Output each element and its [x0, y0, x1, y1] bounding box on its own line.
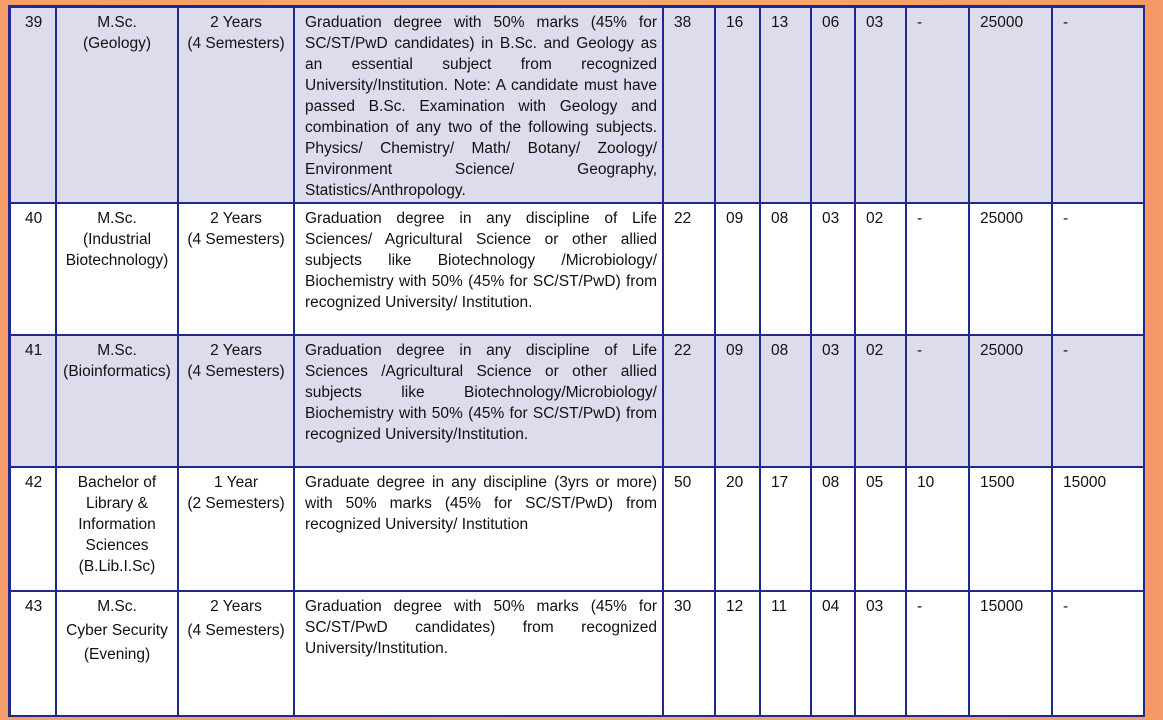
seat-count-cell: 16 [715, 7, 760, 203]
fee-cell: 1500 [969, 467, 1052, 591]
seat-count-cell: 05 [855, 467, 906, 591]
sno-cell: 40 [10, 203, 56, 335]
sno-cell: 39 [10, 7, 56, 203]
seat-count-cell: 03 [811, 335, 855, 467]
seat-count-cell: 02 [855, 203, 906, 335]
duration-cell [178, 467, 294, 591]
course-line: (Geology) [82, 35, 152, 52]
course-line: Library & [85, 495, 149, 512]
duration-line: 2 Years [210, 598, 262, 615]
seat-count-cell: 10 [906, 467, 969, 591]
seat-count-cell: 06 [811, 7, 855, 203]
seat-count-cell: 08 [760, 335, 811, 467]
fee2-cell: - [1052, 7, 1145, 203]
duration-cell [178, 203, 294, 335]
course-line: Cyber Security [66, 622, 168, 639]
course-line: (Evening) [83, 646, 151, 663]
course-cell [56, 7, 178, 203]
duration-line: 2 Years [210, 14, 262, 31]
table-row [10, 467, 1145, 591]
seat-count-cell: - [906, 335, 969, 467]
seat-count-cell: 08 [811, 467, 855, 591]
duration-line: (4 Semesters) [187, 622, 285, 639]
table-row [10, 335, 1145, 467]
seat-count-cell: - [906, 591, 969, 717]
fee2-cell: - [1052, 591, 1145, 717]
duration-cell [178, 591, 294, 717]
course-line: (Industrial [82, 231, 152, 248]
seat-count-cell: - [906, 7, 969, 203]
seat-count-cell: 22 [663, 203, 715, 335]
seat-count-cell: 20 [715, 467, 760, 591]
eligibility-cell: Graduation degree with 50% marks (45% for SC/ST/PwD candidates) from recognized University/Institution. [294, 591, 663, 717]
table-row [10, 203, 1145, 335]
seat-count-cell: 11 [760, 591, 811, 717]
course-line: Bachelor of [77, 474, 157, 491]
seat-count-cell: 02 [855, 335, 906, 467]
duration-line: 1 Year [214, 474, 258, 491]
seat-count-cell: 03 [855, 7, 906, 203]
course-table-sheet [8, 5, 1145, 717]
seat-count-cell: - [906, 203, 969, 335]
course-line: M.Sc. [97, 14, 137, 31]
seat-count-cell: 50 [663, 467, 715, 591]
duration-line: 2 Years [210, 342, 262, 359]
duration-line: (2 Semesters) [187, 495, 285, 512]
seat-count-cell: 03 [855, 591, 906, 717]
course-line: Biotechnology) [65, 252, 169, 269]
eligibility-cell: Graduation degree in any discipline of Life Sciences /Agricultural Science or other allied subjects like Biotechnology/Microbiology/ Biochemistry with 50% (45% for SC/ST/PwD) from recognized University/Institution. [294, 335, 663, 467]
duration-line: (4 Semesters) [187, 231, 285, 248]
fee-cell: 25000 [969, 7, 1052, 203]
course-cell [56, 467, 178, 591]
fee-cell: 25000 [969, 335, 1052, 467]
course-table [9, 6, 1145, 717]
course-line: (Bioinformatics) [63, 363, 171, 380]
course-line: Information [78, 516, 156, 533]
eligibility-cell: Graduation degree in any discipline of Life Sciences/ Agricultural Science or other allied subjects like Biotechnology /Microbiology/ Biochemistry with 50% (45% for SC/ST/PwD) from recognized University/ Institution. [294, 203, 663, 335]
seat-count-cell: 30 [663, 591, 715, 717]
sno-cell: 42 [10, 467, 56, 591]
sno-cell: 43 [10, 591, 56, 717]
course-cell [56, 591, 178, 717]
seat-count-cell: 22 [663, 335, 715, 467]
course-line: M.Sc. [97, 210, 137, 227]
duration-line: (4 Semesters) [187, 363, 285, 380]
sno-cell: 41 [10, 335, 56, 467]
seat-count-cell: 13 [760, 7, 811, 203]
fee2-cell: - [1052, 203, 1145, 335]
seat-count-cell: 04 [811, 591, 855, 717]
duration-line: 2 Years [210, 210, 262, 227]
eligibility-cell: Graduate degree in any discipline (3yrs or more) with 50% marks (45% for SC/ST/PwD) from recognized University/ Institution [294, 467, 663, 591]
duration-cell [178, 335, 294, 467]
course-line: (B.Lib.I.Sc) [78, 558, 156, 575]
eligibility-cell: Graduation degree with 50% marks (45% for SC/ST/PwD candidates) in B.Sc. and Geology as an essential subject from recognized University/Institution. Note: A candidate must have passed B.Sc. Examination with Geology and combination of any two of the following subjects. Physics/ Chemistry/ Math/ Botany/ Zoology/ Environment Science/ Geography, Statistics/Anthropology. [294, 7, 663, 203]
fee-cell: 15000 [969, 591, 1052, 717]
course-line: M.Sc. [97, 342, 137, 359]
seat-count-cell: 08 [760, 203, 811, 335]
course-line: Sciences [85, 537, 149, 554]
fee2-cell: 15000 [1052, 467, 1145, 591]
fee-cell: 25000 [969, 203, 1052, 335]
fee2-cell: - [1052, 335, 1145, 467]
duration-cell [178, 7, 294, 203]
course-line: M.Sc. [97, 598, 137, 615]
course-cell [56, 335, 178, 467]
course-cell [56, 203, 178, 335]
seat-count-cell: 17 [760, 467, 811, 591]
duration-line: (4 Semesters) [187, 35, 285, 52]
seat-count-cell: 38 [663, 7, 715, 203]
seat-count-cell: 09 [715, 335, 760, 467]
table-row [10, 7, 1145, 203]
seat-count-cell: 03 [811, 203, 855, 335]
seat-count-cell: 12 [715, 591, 760, 717]
table-row [10, 591, 1145, 717]
seat-count-cell: 09 [715, 203, 760, 335]
